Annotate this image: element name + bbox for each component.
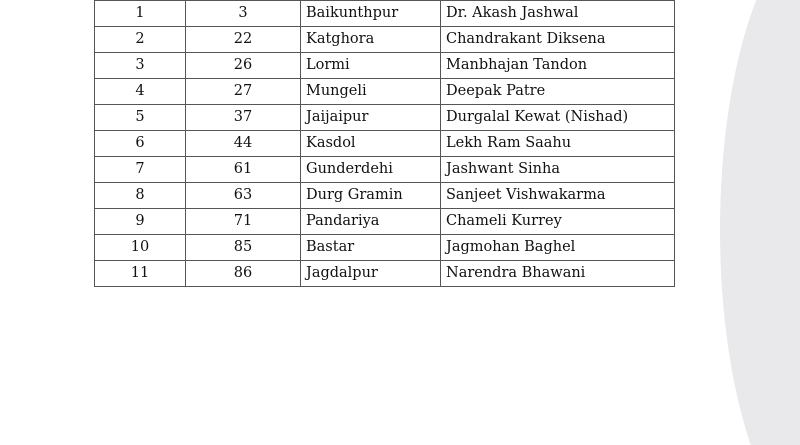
constituency-number-cell: 37 bbox=[186, 105, 301, 131]
constituency-name-cell: Gunderdehi bbox=[301, 157, 441, 183]
table-row bbox=[95, 1, 675, 27]
constituency-number-cell: 63 bbox=[186, 183, 301, 209]
constituency-name-cell: Lormi bbox=[301, 53, 441, 79]
constituency-number-cell: 26 bbox=[186, 53, 301, 79]
candidate-name-cell: Chandrakant Diksena bbox=[441, 27, 675, 53]
serial-number-cell: 4 bbox=[95, 79, 186, 105]
serial-number-cell: 10 bbox=[95, 235, 186, 261]
constituency-number-cell: 71 bbox=[186, 209, 301, 235]
candidate-table-body bbox=[95, 1, 675, 287]
constituency-name-cell: Jagdalpur bbox=[301, 261, 441, 287]
candidate-table bbox=[94, 0, 675, 287]
constituency-name-cell: Katghora bbox=[301, 27, 441, 53]
candidate-name-cell: Deepak Patre bbox=[441, 79, 675, 105]
constituency-number-cell: 61 bbox=[186, 157, 301, 183]
table-row bbox=[95, 27, 675, 53]
table-row bbox=[95, 105, 675, 131]
candidate-name-cell: Jashwant Sinha bbox=[441, 157, 675, 183]
constituency-name-cell: Durg Gramin bbox=[301, 183, 441, 209]
candidate-name-cell: Jagmohan Baghel bbox=[441, 235, 675, 261]
candidate-name-cell: Dr. Akash Jashwal bbox=[441, 1, 675, 27]
candidate-name-cell: Chameli Kurrey bbox=[441, 209, 675, 235]
table-row bbox=[95, 53, 675, 79]
table-row bbox=[95, 79, 675, 105]
serial-number-cell: 1 bbox=[95, 1, 186, 27]
table-row bbox=[95, 209, 675, 235]
table-row bbox=[95, 261, 675, 287]
candidate-name-cell: Sanjeet Vishwakarma bbox=[441, 183, 675, 209]
serial-number-cell: 6 bbox=[95, 131, 186, 157]
table-row bbox=[95, 131, 675, 157]
table-row bbox=[95, 235, 675, 261]
table-row bbox=[95, 157, 675, 183]
serial-number-cell: 2 bbox=[95, 27, 186, 53]
candidate-name-cell: Manbhajan Tandon bbox=[441, 53, 675, 79]
serial-number-cell: 11 bbox=[95, 261, 186, 287]
serial-number-cell: 5 bbox=[95, 105, 186, 131]
constituency-name-cell: Bastar bbox=[301, 235, 441, 261]
candidate-name-cell: Durgalal Kewat (Nishad) bbox=[441, 105, 675, 131]
serial-number-cell: 7 bbox=[95, 157, 186, 183]
constituency-number-cell: 86 bbox=[186, 261, 301, 287]
candidate-name-cell: Narendra Bhawani bbox=[441, 261, 675, 287]
table-row bbox=[95, 183, 675, 209]
serial-number-cell: 9 bbox=[95, 209, 186, 235]
constituency-number-cell: 3 bbox=[186, 1, 301, 27]
constituency-name-cell: Pandariya bbox=[301, 209, 441, 235]
constituency-name-cell: Mungeli bbox=[301, 79, 441, 105]
serial-number-cell: 8 bbox=[95, 183, 186, 209]
constituency-number-cell: 22 bbox=[186, 27, 301, 53]
constituency-name-cell: Jaijaipur bbox=[301, 105, 441, 131]
constituency-number-cell: 27 bbox=[186, 79, 301, 105]
constituency-number-cell: 44 bbox=[186, 131, 301, 157]
constituency-name-cell: Kasdol bbox=[301, 131, 441, 157]
serial-number-cell: 3 bbox=[95, 53, 186, 79]
constituency-number-cell: 85 bbox=[186, 235, 301, 261]
candidate-table-container bbox=[94, 0, 674, 287]
candidate-name-cell: Lekh Ram Saahu bbox=[441, 131, 675, 157]
constituency-name-cell: Baikunthpur bbox=[301, 1, 441, 27]
